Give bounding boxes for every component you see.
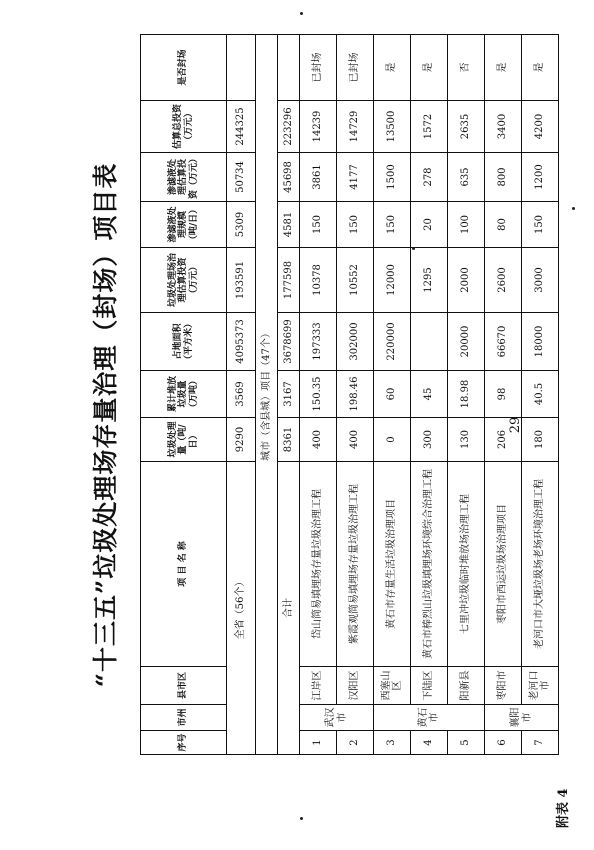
table-row	[300, 35, 337, 755]
cell-capacity: 300	[411, 418, 448, 462]
scan-speck	[300, 12, 303, 15]
cell-stock: 60	[374, 371, 411, 418]
cell-leachate-invest: 4177	[337, 153, 374, 202]
cell-total-invest: 3400	[485, 101, 522, 153]
cell-project: 七里冲垃圾临时堆放场治理工程	[448, 462, 485, 667]
cell-city: 黄石市	[374, 705, 485, 731]
cell-total-invest: 4200	[522, 101, 559, 153]
cell-leachate-scale: 150	[374, 202, 411, 248]
cell-leachate-scale: 80	[485, 202, 522, 248]
subtotal-area: 3678699	[278, 313, 300, 371]
annex-label: 附表 4	[556, 788, 571, 828]
cell-city: 武汉市	[300, 705, 374, 731]
cell-sealed: 已封场	[337, 35, 374, 101]
cell-total-invest: 14239	[300, 101, 337, 153]
cell-total-invest: 2635	[448, 101, 485, 153]
header-leachate-scale: 渗滤液处理规模（吨/日）	[141, 202, 227, 248]
cell-stock: 45	[411, 371, 448, 418]
cell-seq: 5	[448, 731, 485, 755]
page-number: 29	[508, 416, 523, 434]
cell-city: 襄阳市	[485, 705, 559, 731]
cell-project: 老河口市大垭垃圾场老场环境治理工程	[522, 462, 559, 667]
province-capacity: 9290	[227, 418, 256, 462]
header-row	[141, 35, 227, 755]
cell-capacity: 180	[522, 418, 559, 462]
header-capacity: 垃圾处理量（吨/日）	[141, 418, 227, 462]
section-row	[256, 35, 278, 755]
header-leachate-invest: 渗滤液处理估算投资（万元）	[141, 153, 227, 202]
subtotal-total-invest: 223296	[278, 101, 300, 153]
province-total-label: 全省（56个）	[227, 462, 256, 755]
cell-seq: 2	[337, 731, 374, 755]
cell-stock: 40.5	[522, 371, 559, 418]
header-project: 项 目 名 称	[141, 462, 227, 667]
cell-area	[411, 313, 448, 371]
cell-capacity: 206	[485, 418, 522, 462]
cell-sealed: 否	[448, 35, 485, 101]
cell-sealed: 是	[374, 35, 411, 101]
subtotal-capacity: 8361	[278, 418, 300, 462]
table-row	[485, 35, 522, 755]
cell-leachate-scale: 150	[300, 202, 337, 248]
province-sealed	[227, 35, 256, 101]
cell-project: 紫霞观简易填埋场存量垃圾治理工程	[337, 462, 374, 667]
cell-leachate-invest: 1200	[522, 153, 559, 202]
province-leachate-invest: 50734	[227, 153, 256, 202]
cell-seq: 6	[485, 731, 522, 755]
cell-sealed: 是	[485, 35, 522, 101]
cell-project: 岱山简易填埋场存量垃圾治理工程	[300, 462, 337, 667]
cell-sealed: 是	[411, 35, 448, 101]
cell-site-invest: 2000	[448, 248, 485, 313]
cell-county: 汉阳区	[337, 667, 374, 705]
subtotal-sealed	[278, 35, 300, 101]
cell-county: 枣阳市	[485, 667, 522, 705]
page-title: “十三五”垃圾处理场存量治理（封场）项目表	[91, 162, 120, 688]
cell-area: 20000	[448, 313, 485, 371]
cell-leachate-invest: 278	[411, 153, 448, 202]
cell-total-invest: 1572	[411, 101, 448, 153]
header-county: 县市区	[141, 667, 227, 705]
cell-leachate-invest: 1500	[374, 153, 411, 202]
cell-area: 220000	[374, 313, 411, 371]
cell-leachate-scale: 150	[522, 202, 559, 248]
table-row	[522, 35, 559, 755]
province-total-row	[227, 35, 256, 755]
cell-capacity: 130	[448, 418, 485, 462]
cell-seq: 4	[411, 731, 448, 755]
cell-capacity: 400	[300, 418, 337, 462]
cell-seq: 7	[522, 731, 559, 755]
cell-seq: 3	[374, 731, 411, 755]
header-sealed: 是否封场	[141, 35, 227, 101]
cell-site-invest: 1295	[411, 248, 448, 313]
province-site-invest: 193591	[227, 248, 256, 313]
province-total-invest: 244325	[227, 101, 256, 153]
scan-speck	[300, 817, 303, 820]
section-label: 城市（含县城）项目（47个）	[256, 35, 278, 755]
cell-area: 197333	[300, 313, 337, 371]
scan-speck	[572, 207, 575, 210]
header-city: 市州	[141, 705, 227, 731]
cell-total-invest: 14729	[337, 101, 374, 153]
cell-site-invest: 3000	[522, 248, 559, 313]
cell-capacity: 0	[374, 418, 411, 462]
cell-project: 黄石市棒烈山垃圾填埋场环境综合治理工程	[411, 462, 448, 667]
cell-seq: 1	[300, 731, 337, 755]
cell-area: 18000	[522, 313, 559, 371]
subtotal-leachate-invest: 45698	[278, 153, 300, 202]
cell-site-invest: 2600	[485, 248, 522, 313]
header-area: 占地面积（平方米）	[141, 313, 227, 371]
cell-county: 阳新县	[448, 667, 485, 705]
subtotal-stock: 3167	[278, 371, 300, 418]
cell-sealed: 已封场	[300, 35, 337, 101]
cell-project: 黄石市存量生活垃圾治理项目	[374, 462, 411, 667]
project-table	[140, 34, 559, 755]
cell-capacity: 400	[337, 418, 374, 462]
cell-site-invest: 10552	[337, 248, 374, 313]
cell-stock: 18.98	[448, 371, 485, 418]
cell-leachate-invest: 3861	[300, 153, 337, 202]
subtotal-leachate-scale: 4581	[278, 202, 300, 248]
cell-project: 枣阳市西运垃圾场治理项目	[485, 462, 522, 667]
province-stock: 3569	[227, 371, 256, 418]
table-row	[374, 35, 411, 755]
cell-county: 下陆区	[411, 667, 448, 705]
cell-leachate-invest: 635	[448, 153, 485, 202]
cell-total-invest: 13500	[374, 101, 411, 153]
header-stock: 累计堆放垃圾量（万吨）	[141, 371, 227, 418]
cell-stock: 98	[485, 371, 522, 418]
cell-stock: 150.35	[300, 371, 337, 418]
cell-stock: 198.46	[337, 371, 374, 418]
cell-leachate-scale: 20	[411, 202, 448, 248]
province-area: 4095373	[227, 313, 256, 371]
header-total-invest: 估算总投资（万元）	[141, 101, 227, 153]
table-row	[411, 35, 448, 755]
cell-sealed: 是	[522, 35, 559, 101]
cell-area: 66670	[485, 313, 522, 371]
table-row	[448, 35, 485, 755]
scan-speck	[412, 247, 415, 250]
province-leachate-scale: 5309	[227, 202, 256, 248]
cell-site-invest: 12000	[374, 248, 411, 313]
cell-county: 江岸区	[300, 667, 337, 705]
cell-area: 302000	[337, 313, 374, 371]
subtotal-site-invest: 177598	[278, 248, 300, 313]
cell-site-invest: 10378	[300, 248, 337, 313]
cell-leachate-scale: 150	[337, 202, 374, 248]
header-site-invest: 垃圾处理场治理估算投资（万元）	[141, 248, 227, 313]
cell-county: 老河口市	[522, 667, 559, 705]
cell-leachate-scale: 100	[448, 202, 485, 248]
table-row	[337, 35, 374, 755]
cell-county: 西塞山区	[374, 667, 411, 705]
subtotal-label: 合计	[278, 462, 300, 755]
header-seq: 序号	[141, 731, 227, 755]
subtotal-row	[278, 35, 300, 755]
cell-leachate-invest: 800	[485, 153, 522, 202]
